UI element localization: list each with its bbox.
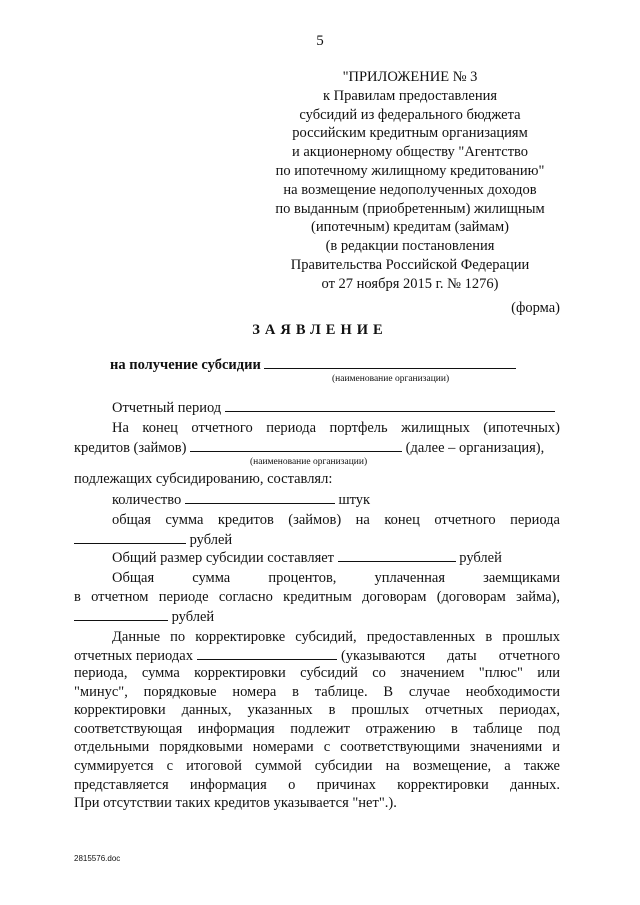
appendix-line: по ипотечному жилищному кредитованию" bbox=[275, 162, 545, 179]
corrections-line-10: При отсутствии таких кредитов указывается "нет".). bbox=[74, 795, 397, 811]
portfolio-loans-label: кредитов (займов) bbox=[74, 440, 187, 456]
page-number: 5 bbox=[316, 33, 324, 49]
corrections-line-3: периода, сумма корректировки субсидий со значением "плюс" или bbox=[74, 665, 560, 681]
subsidy-total-row bbox=[112, 548, 502, 567]
appendix-line: к Правилам предоставления bbox=[322, 87, 498, 104]
reporting-period-label: Отчетный период bbox=[112, 400, 222, 416]
subsidy-total-blank[interactable] bbox=[338, 548, 456, 562]
appendix-line: субсидий из федерального бюджета bbox=[299, 106, 521, 123]
corrections-line-6: соответствующая информация подлежит отражению в таблице под bbox=[74, 721, 560, 737]
interest-line-1: Общая сумма процентов, уплаченная заемщиками bbox=[112, 570, 560, 586]
appendix-line: российским кредитным организациям bbox=[292, 125, 528, 142]
corrections-line-9: представляется информация о причинах корректировки данных. bbox=[74, 777, 560, 793]
document-code: 2815576.doc bbox=[74, 854, 121, 863]
reporting-period-row bbox=[112, 398, 555, 417]
reporting-period-blank[interactable] bbox=[225, 398, 555, 412]
corrections-line-8: суммируется с итоговой суммой субсидии на возмещение, а также bbox=[74, 758, 560, 774]
quantity-label: количество bbox=[112, 492, 182, 508]
appendix-line: (в редакции постановления bbox=[325, 238, 495, 255]
interest-line-2: в отчетном периоде согласно кредитным договорам (договорам займа), bbox=[74, 589, 560, 605]
appendix-header bbox=[240, 68, 580, 294]
interest-unit: рублей bbox=[171, 609, 215, 625]
portfolio-organization-blank[interactable] bbox=[190, 438, 402, 452]
quantity-blank[interactable] bbox=[185, 490, 335, 504]
document-title: ЗАЯВЛЕНИЕ bbox=[252, 322, 388, 338]
corrections-line-5: корректировки данных, указанных в прошлых отчетных периодах, bbox=[74, 702, 560, 718]
corrections-line-1: Данные по корректировке субсидий, предоставленных в прошлых bbox=[112, 629, 560, 645]
subsidy-total-label: Общий размер субсидии составляет bbox=[112, 550, 335, 566]
organization-name-blank[interactable] bbox=[264, 355, 516, 369]
interest-line-3 bbox=[74, 607, 214, 626]
appendix-line: и акционерному обществу "Агентство bbox=[291, 144, 529, 161]
portfolio-line-1: На конец отчетного периода портфель жилищных (ипотечных) bbox=[112, 420, 560, 436]
total-sum-line-1: общая сумма кредитов (займов) на конец отчетного периода bbox=[112, 512, 560, 528]
total-sum-line-2 bbox=[74, 530, 232, 549]
corrections-line-7: отдельными порядковыми номерами с соответствующими значениями и bbox=[74, 739, 560, 755]
subtitle: на получение субсидии bbox=[110, 357, 261, 373]
corrections-periods-label: отчетных периодах bbox=[74, 648, 193, 664]
organization-caption-2: (наименование организации) bbox=[250, 457, 368, 467]
appendix-line: на возмещение недополученных доходов bbox=[283, 181, 537, 198]
appendix-line: от 27 ноября 2015 г. № 1276) bbox=[321, 275, 499, 292]
corrections-line-2 bbox=[74, 646, 560, 665]
corrections-periods-note: (указываются даты отчетного bbox=[340, 648, 560, 664]
appendix-line: Правительства Российской Федерации bbox=[290, 256, 530, 273]
subsidy-total-unit: рублей bbox=[459, 550, 502, 566]
quantity-unit: штук bbox=[338, 492, 371, 508]
form-label: (форма) bbox=[511, 300, 560, 316]
interest-blank[interactable] bbox=[74, 607, 168, 621]
total-sum-blank[interactable] bbox=[74, 530, 186, 544]
corrections-periods-blank[interactable] bbox=[197, 646, 337, 660]
portfolio-line-2 bbox=[74, 438, 544, 457]
portfolio-line-3: подлежащих субсидированию, составлял: bbox=[74, 471, 333, 487]
appendix-line: "ПРИЛОЖЕНИЕ № 3 bbox=[342, 69, 478, 85]
subtitle-row bbox=[110, 355, 516, 374]
appendix-line: по выданным (приобретенным) жилищным bbox=[275, 200, 545, 217]
corrections-line-4: "минус", порядковые номера в таблице. В случае необходимости bbox=[74, 684, 560, 700]
portfolio-organization-suffix: (далее – организация), bbox=[405, 440, 545, 456]
total-sum-unit: рублей bbox=[189, 532, 233, 548]
organization-caption: (наименование организации) bbox=[332, 374, 450, 384]
quantity-row bbox=[112, 490, 370, 509]
appendix-line: (ипотечным) кредитам (займам) bbox=[311, 219, 509, 236]
